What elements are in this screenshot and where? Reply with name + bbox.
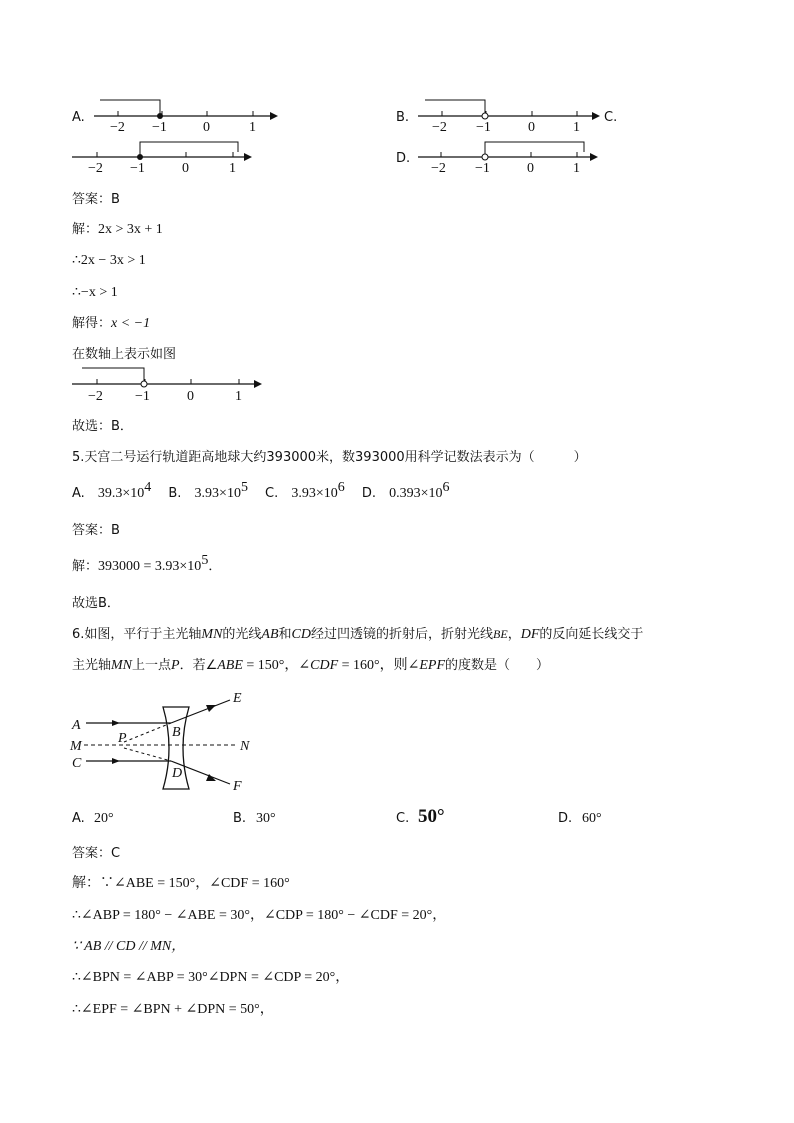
tick-label: 0 xyxy=(203,120,210,135)
q6-solution-step5: ∴∠EPF = ∠BPN + ∠DPN = 50°， xyxy=(72,1002,274,1017)
option-b-label: B. xyxy=(396,110,410,125)
tick-label: 0 xyxy=(187,389,194,404)
tick-label: −1 xyxy=(135,389,150,404)
fig-label-n: N xyxy=(240,739,250,754)
tick-label: 1 xyxy=(235,389,242,404)
q4-step2: ∴2x − 3x > 1 xyxy=(72,253,146,268)
q4-result: 解得：x < −1 xyxy=(72,316,151,331)
q4-step1: 解：2x > 3x + 1 xyxy=(72,222,163,237)
option-a-label: A. xyxy=(72,110,85,125)
tick-label: 1 xyxy=(249,120,256,135)
q6-opt-a-value: 20° xyxy=(94,811,114,826)
fig-label-f: F xyxy=(233,779,242,794)
q5-options: A. $39.3\times 10^4$ B. $3.93\times 10^5$ C. $3.93\times 10^6$ D. $0.393\times 10^6$ xyxy=(72,480,450,501)
option-d-label: D. xyxy=(396,151,411,166)
tick-label: −1 xyxy=(476,120,491,135)
q6-solution-step4: ∴∠BPN = ∠ABP = 30°∠DPN = ∠CDP = 20°， xyxy=(72,970,350,985)
q6-question-line2: 主光轴MN上一点P．若∠ABE = 150°，∠CDF = 160°，则∠EPF的度数是（ ） xyxy=(72,658,550,673)
fig-label-m: M xyxy=(70,739,82,754)
q4-step3: ∴−x > 1 xyxy=(72,285,118,300)
fig-label-e: E xyxy=(233,691,242,706)
q6-solution-step2: ∴∠ABP = 180° − ∠ABE = 30°，∠CDP = 180° − ∠CDF = 20°， xyxy=(72,908,447,923)
option-c-label: C. xyxy=(604,110,618,125)
tick-label: −2 xyxy=(432,120,447,135)
tick-label: −2 xyxy=(88,161,103,176)
tick-label: 1 xyxy=(573,161,580,176)
tick-label: −2 xyxy=(431,161,446,176)
q6-opt-b-value: 30° xyxy=(256,811,276,826)
q5-question: 5.天宫二号运行轨道距高地球大约393000米，数393000用科学记数法表示为（ ） xyxy=(72,450,587,465)
fig-label-b: B xyxy=(172,725,181,740)
tick-label: −1 xyxy=(152,120,167,135)
tick-label: 1 xyxy=(573,120,580,135)
q6-solution-step3: ∵ AB // CD // MN， xyxy=(72,939,186,954)
fig-label-a: A xyxy=(72,718,81,733)
q4-on-axis: 在数轴上表示如图 xyxy=(72,347,177,362)
q6-solution-step1: 解：∵∠ABE = 150°，∠CDF = 160° xyxy=(72,876,290,891)
fig-label-c: C xyxy=(72,756,82,771)
q6-opt-d-value: 60° xyxy=(582,811,602,826)
q6-opt-a-label: A. xyxy=(72,811,85,826)
q6-opt-b-label: B. xyxy=(233,811,247,826)
q6-opt-c-value: 50° xyxy=(418,806,445,827)
tick-label: 0 xyxy=(527,161,534,176)
q6-opt-c-label: C. xyxy=(396,811,410,826)
tick-label: −2 xyxy=(88,389,103,404)
tick-label: −2 xyxy=(110,120,125,135)
q4-answer: 答案：B xyxy=(72,192,120,207)
q5-solution: 解：$393000 = 3.93\times 10^5$． xyxy=(72,553,222,574)
q6-opt-d-label: D. xyxy=(558,811,573,826)
tick-label: −1 xyxy=(475,161,490,176)
q5-answer: 答案：B xyxy=(72,523,120,538)
tick-label: 0 xyxy=(528,120,535,135)
q6-question-line1: 6.如图，平行于主光轴MN的光线AB和CD经过凹透镜的折射后，折射光线BE，DF的反向延长线交于 xyxy=(72,627,644,642)
fig-label-d: D xyxy=(172,766,183,781)
q5-choice: 故选B． xyxy=(72,596,120,611)
q6-answer: 答案：C xyxy=(72,846,121,861)
tick-label: 1 xyxy=(229,161,236,176)
fig-label-p: P xyxy=(118,731,127,746)
tick-label: −1 xyxy=(130,161,145,176)
tick-label: 0 xyxy=(182,161,189,176)
q4-choice: 故选：B． xyxy=(72,419,133,434)
